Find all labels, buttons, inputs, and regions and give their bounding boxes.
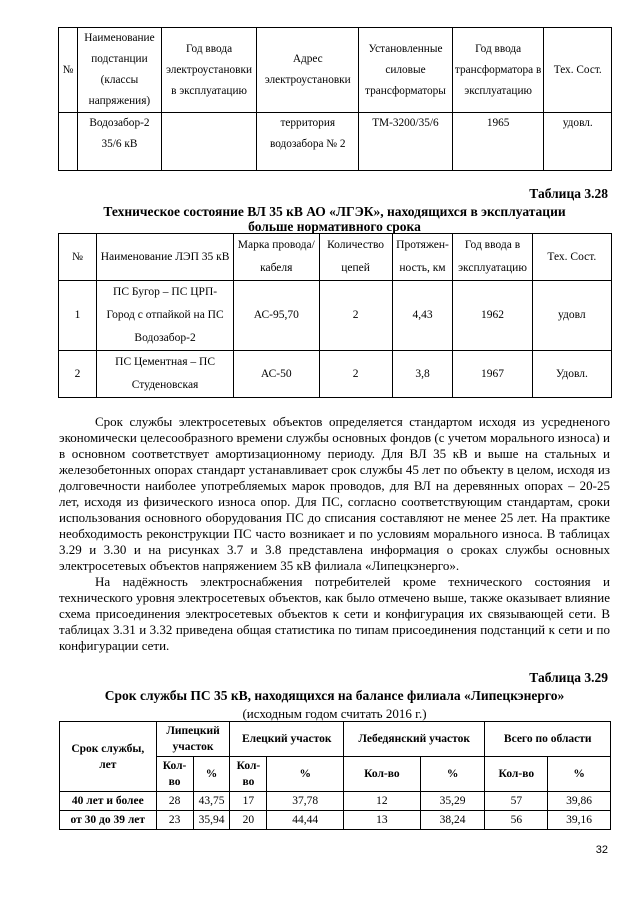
header-cell: Всего по области [485,722,611,757]
header-cell: Количество цепей [319,234,392,281]
header-cell: Наименование подстанции (классы напряжения) [78,28,162,113]
table-cell: 2 [319,351,392,398]
table-cell: 37,78 [267,792,344,811]
table-cell: 20 [230,811,267,830]
table-cell: от 30 до 39 лет [60,811,157,830]
table-title [59,204,610,234]
table-cell: 2 [59,351,97,398]
table-cell: 44,44 [267,811,344,830]
table-cell: 56 [485,811,548,830]
table-subtitle: (исходным годом считать 2016 г.) [242,706,427,721]
header-cell: Год ввода трансформатора в эксплуатацию [452,28,544,113]
header-cell: Кол-во [230,757,267,792]
table-cell: 40 лет и более [60,792,157,811]
paragraph: Срок службы электросетевых объектов определяется стандартом исходя из усредненого экономически целесообразного времени службы основных фондов (с учетом морального износа) и в основном соответствует амортизационному периоду. Для ВЛ 35 кВ и выше на стальных и железобетонных опорах стандарт устанавливает срок службы 45 лет по объекту в целом, исходя из долговечности наиболее употребляемых марок проводов, для ВЛ на деревянных опорах – 20-25 лет, исходя из физического износа опор. Для ПС, согласно соответствующим стандартам, сроки использования основного оборудования ПС до списания составляют не менее 25 лет. На практике необходимость реконструкции ПС часто возникает и по условиям морального износа. В таблицах 3.29 и 3.30 и на рисунках 3.7 и 3.8 представлена информация о сроках службы основных электросетевых объектов напряжением 35 кВ филиала «Липецкэнерго». [59,414,610,573]
body-text [59,414,610,654]
header-cell: Лебедянский участок [344,722,485,757]
table-cell: 35,29 [420,792,485,811]
table-cell: 39,16 [548,811,611,830]
header-cell: Тех. Сост. [544,28,612,113]
table-cell: 4,43 [392,281,453,351]
table-row [59,351,612,398]
header-cell: Кол-во [156,757,193,792]
header-cell: % [193,757,230,792]
header-cell: Елецкий участок [230,722,344,757]
table-cell: АС-50 [234,351,319,398]
power-line-table [58,233,612,398]
header-cell: Кол-во [344,757,421,792]
header-cell: № [59,234,97,281]
table-cell: 1 [59,281,97,351]
table-cell: 1962 [453,281,532,351]
table-cell [59,113,78,171]
table-cell: 23 [156,811,193,830]
table-cell: 57 [485,792,548,811]
table-title: Срок службы ПС 35 кВ, находящихся на балансе филиала «Липецкэнерго» [104,688,565,703]
table-cell: ПС Цементная – ПС Студеновская [97,351,234,398]
table-cell: 35,94 [193,811,230,830]
table-row [59,113,612,171]
table-cell: территория водозабора № 2 [257,113,359,171]
table-cell: удовл. [544,113,612,171]
table-header-row [59,234,612,281]
header-cell: Наименование ЛЭП 35 кВ [97,234,234,281]
header-cell: Год ввода электроустановки в эксплуатацию [161,28,257,113]
header-cell: Марка провода/кабеля [234,234,319,281]
table-header-row [60,722,611,757]
table-number: Таблица 3.29 [529,670,608,685]
header-cell: Тех. Сост. [532,234,611,281]
header-cell: Кол-во [485,757,548,792]
header-cell: № [59,28,78,113]
header-cell: Год ввода в эксплуатацию [453,234,532,281]
table-cell: 12 [344,792,421,811]
header-cell: Адрес электроустановки [257,28,359,113]
substation-table [58,27,612,171]
header-cell: Липецкий участок [156,722,230,757]
service-life-table [59,721,611,830]
table-cell: АС-95,70 [234,281,319,351]
table-cell: 1967 [453,351,532,398]
table-cell: ТМ-3200/35/6 [359,113,453,171]
header-cell: Установленные силовые трансформаторы [359,28,453,113]
table-title-line: больше нормативного срока [248,219,421,234]
paragraph: На надёжность электроснабжения потребителей кроме технического состояния и технического уровня электросетевых объектов, как было отмечено выше, также оказывает влияние схема присоединения электросетевых объектов к сети и конфигурация их связывающей сети. В таблицах 3.31 и 3.32 приведена общая статистика по типам присоединения подстанций к сети и по конфигурации сети. [59,574,610,653]
header-cell: % [420,757,485,792]
table-cell: 43,75 [193,792,230,811]
header-cell: Протяжен-ность, км [392,234,453,281]
table-cell: 2 [319,281,392,351]
table-cell: 1965 [452,113,544,171]
table-header-row [59,28,612,113]
table-cell: 28 [156,792,193,811]
header-cell: % [548,757,611,792]
table-cell [161,113,257,171]
page-number: 32 [595,844,608,856]
table-cell: удовл [532,281,611,351]
table-cell: 13 [344,811,421,830]
table-row [60,792,611,811]
table-cell: 17 [230,792,267,811]
table-cell: 3,8 [392,351,453,398]
table-title-line: Техническое состояние ВЛ 35 кВ АО «ЛГЭК», находящихся в эксплуатации [103,204,566,219]
table-row [60,811,611,830]
header-cell: % [267,757,344,792]
table-number: Таблица 3.28 [529,186,608,201]
table-cell: Удовл. [532,351,611,398]
header-cell: Срок службы, лет [60,722,157,792]
table-row [59,281,612,351]
table-cell: 39,86 [548,792,611,811]
table-cell: 38,24 [420,811,485,830]
table-cell: Водозабор-2 35/6 кВ [78,113,162,171]
table-cell: ПС Бугор – ПС ЦРП-Город с отпайкой на ПС Водозабор-2 [97,281,234,351]
